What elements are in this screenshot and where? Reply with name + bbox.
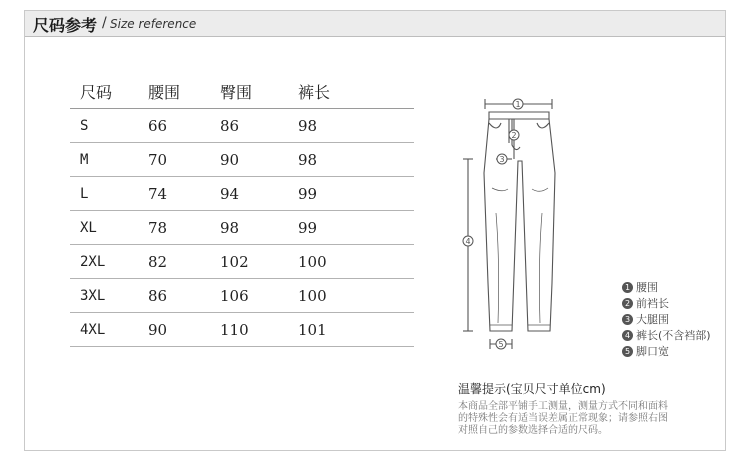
- pants-diagram: [452, 93, 572, 355]
- table-row: [70, 109, 414, 143]
- hip-cell: 110: [220, 313, 298, 347]
- legend-item: [622, 295, 711, 311]
- table-row: [70, 279, 414, 313]
- table-row: [70, 211, 414, 245]
- table-row: [70, 313, 414, 347]
- legend-label: 脚口宽: [636, 345, 669, 358]
- marker-hem: 5: [498, 340, 504, 349]
- legend-item: [622, 327, 711, 343]
- legend-label: 前裆长: [636, 297, 669, 310]
- size-cell: 2XL: [70, 245, 148, 279]
- legend-number-badge: 1: [622, 282, 633, 293]
- legend-item: [622, 311, 711, 327]
- length-cell: 99: [298, 177, 414, 211]
- legend-label: 大腿围: [636, 313, 669, 326]
- hip-cell: 94: [220, 177, 298, 211]
- legend-label: 裤长(不含裆部): [636, 329, 711, 342]
- hip-cell: 106: [220, 279, 298, 313]
- title-separator: /: [102, 15, 107, 31]
- waist-cell: 78: [148, 211, 220, 245]
- legend-number-badge: 4: [622, 330, 633, 341]
- hip-cell: 102: [220, 245, 298, 279]
- column-header-length: 裤长: [298, 74, 414, 109]
- legend-item: [622, 279, 711, 295]
- length-cell: 98: [298, 143, 414, 177]
- table-row: [70, 245, 414, 279]
- size-cell: S: [70, 109, 148, 143]
- table-row: [70, 143, 414, 177]
- size-cell: 3XL: [70, 279, 148, 313]
- hip-cell: 90: [220, 143, 298, 177]
- length-cell: 99: [298, 211, 414, 245]
- column-header-hip: 臀围: [220, 74, 298, 109]
- hip-cell: 98: [220, 211, 298, 245]
- tips-title: 温馨提示(宝贝尺寸单位cm): [458, 382, 606, 396]
- title-english: Size reference: [110, 17, 197, 31]
- marker-front-rise: 2: [511, 131, 517, 140]
- table-row: [70, 177, 414, 211]
- table-header-row: [70, 74, 414, 109]
- measurement-legend: [622, 279, 711, 359]
- tips-line: 本商品全部平铺手工测量，测量方式不同和面料: [458, 401, 668, 412]
- diagram-markers: [463, 99, 523, 349]
- tips-body: [458, 401, 713, 437]
- size-cell: M: [70, 143, 148, 177]
- waist-cell: 82: [148, 245, 220, 279]
- size-cell: XL: [70, 211, 148, 245]
- marker-length: 4: [465, 237, 471, 246]
- pants-outline: [484, 119, 555, 331]
- legend-number-badge: 5: [622, 346, 633, 357]
- size-cell: L: [70, 177, 148, 211]
- size-table: [70, 74, 414, 347]
- panel-header: [25, 11, 725, 37]
- length-cell: 100: [298, 279, 414, 313]
- hip-cell: 86: [220, 109, 298, 143]
- legend-number-badge: 3: [622, 314, 633, 325]
- waistband: [489, 112, 549, 119]
- marker-waist: 1: [515, 100, 521, 109]
- column-header-waist: 腰围: [148, 74, 220, 109]
- legend-item: [622, 343, 711, 359]
- waist-cell: 66: [148, 109, 220, 143]
- waist-cell: 70: [148, 143, 220, 177]
- size-cell: 4XL: [70, 313, 148, 347]
- length-cell: 98: [298, 109, 414, 143]
- waist-cell: 90: [148, 313, 220, 347]
- marker-thigh: 3: [499, 155, 505, 164]
- title-chinese: 尺码参考: [33, 16, 98, 35]
- size-reference-panel: [24, 10, 726, 451]
- waist-cell: 86: [148, 279, 220, 313]
- length-cell: 100: [298, 245, 414, 279]
- waist-cell: 74: [148, 177, 220, 211]
- column-header-size: 尺码: [70, 74, 148, 109]
- legend-label: 腰围: [636, 281, 658, 294]
- tips-line: 对照自己的参数选择合适的尺码。: [458, 425, 608, 436]
- length-cell: 101: [298, 313, 414, 347]
- tips-line: 的特殊性会有适当误差属正常现象；请参照右图: [458, 413, 668, 424]
- legend-number-badge: 2: [622, 298, 633, 309]
